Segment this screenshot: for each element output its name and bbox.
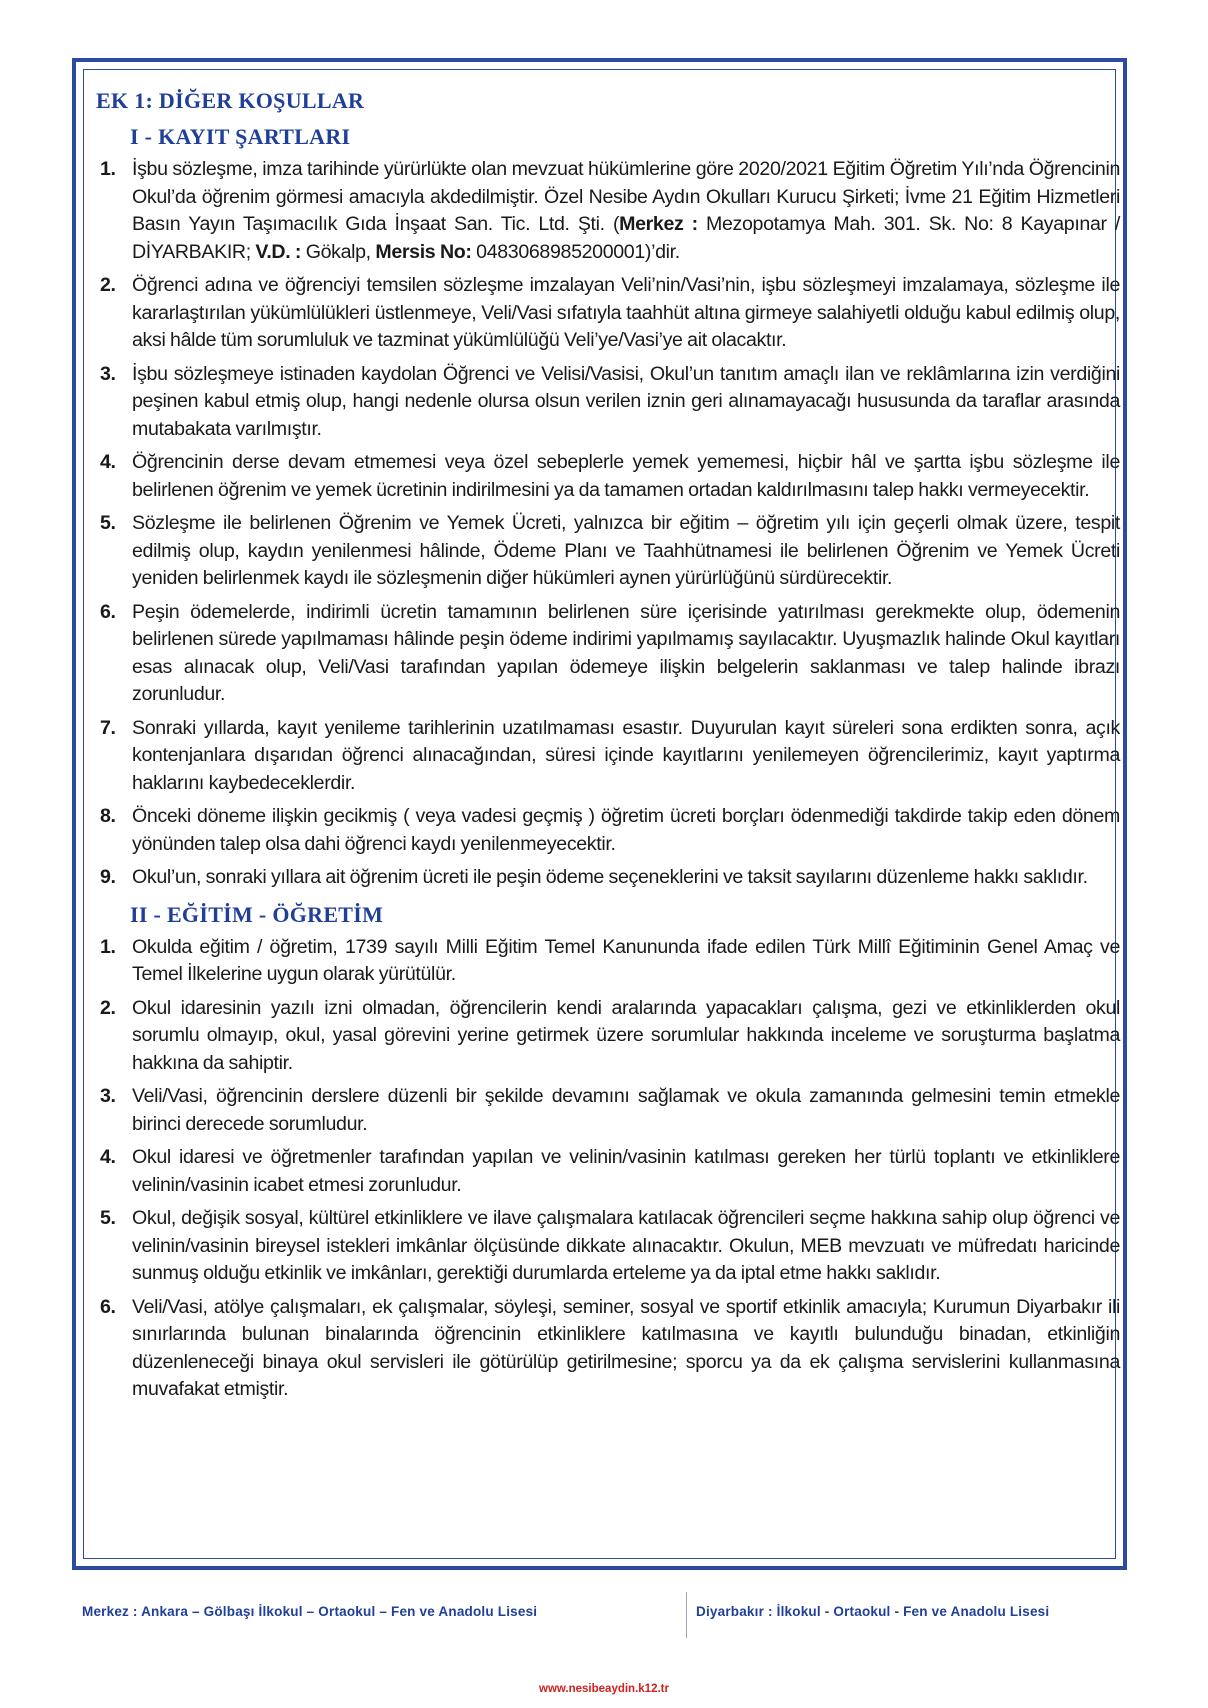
- kayit-list: [96, 156, 1120, 892]
- list-item: [96, 449, 1120, 504]
- list-item: [96, 156, 1120, 266]
- item-text: İşbu sözleşmeye istinaden kaydolan Öğrenci ve Velisi/Vasisi, Okul’un tanıtım amaçlı ilan ve reklâmlarına izin verdiğini peşinen kabul etmiş olup, hangi nedenle olursa olsun verilen iznin geri alınamayacağı hususunda da taraflar arasında mutabakata varılmıştır.: [132, 362, 1120, 440]
- list-item: [96, 510, 1120, 593]
- list-item: [96, 361, 1120, 444]
- section-title-kayit: I - KAYIT ŞARTLARI: [130, 124, 351, 149]
- list-item: [96, 864, 1120, 892]
- item-number: 4.: [100, 451, 116, 473]
- item-number: 8.: [100, 805, 116, 827]
- item-number: 7.: [100, 716, 116, 739]
- list-item: [96, 715, 1120, 798]
- list-item: [96, 599, 1120, 709]
- item-number: 9.: [100, 866, 116, 888]
- item-text: 0483068985200001)’dir.: [471, 240, 680, 263]
- item-number: 4.: [100, 1146, 116, 1168]
- website-link[interactable]: www.nesibeaydin.k12.tr: [539, 1683, 669, 1695]
- list-item: [96, 1294, 1120, 1404]
- item-text: Okul, değişik sosyal, kültürel etkinliklere ve ilave çalışmalara katılacak öğrencileri seçme hakkına sahip olup öğrenci ve velinin/vasinin bireysel istekleri imkânlar ölçüsünde dikkate alınacaktır. Okulun, MEB mevzuatı ve müfredatı haricinde sunmuş olduğu etkinlik ve imkânları, gerektiği durumlarda erteleme ya da iptal etme hakkı saklıdır.: [132, 1207, 1120, 1284]
- item-number: 1.: [100, 158, 116, 180]
- list-item: [96, 803, 1120, 858]
- item-number: 3.: [100, 1085, 116, 1107]
- section-title-egitim: II - EĞİTİM - ÖĞRETİM: [130, 901, 384, 927]
- item-text: İşbu sözleşme, imza tarihinde yürürlükte olan mevzuat hükümlerine göre 2020/2021 Eğitim Öğretim Yılı’nda Öğrencinin Okul’da öğrenim görmesi amacıyla akdedilmiştir. Özel Nesibe Aydın Okulları Kurucu Şirketi; İvme 21 Eğitim Hizmetleri Basın Yayın Taşımacılık Gıda İnşaat San. Tic. Ltd. Şti. (: [132, 158, 1120, 235]
- item-text: Okul idaresi ve öğretmenler tarafından yapılan ve velinin/vasinin katılması gereken her türlü toplantı ve etkinliklere velinin/vasinin icabet etmesi zorunludur.: [132, 1146, 1120, 1196]
- item-text: Veli/Vasi, öğrencinin derslere düzenli bir şekilde devamını sağlamak ve okula zamanında gelmesini temin etmekle birinci derecede sorumludur.: [132, 1085, 1120, 1135]
- item-number: 1.: [100, 935, 116, 958]
- item-text: Öğrencinin derse devam etmemesi veya özel sebeplerle yemek yememesi, hiçbir hâl ve şartta işbu sözleşme ile belirlenen öğrenim ve yemek ücretinin indirilmesini ya da tamamen ortadan kaldırılmasını talep hakkı vermeyecektir.: [132, 451, 1120, 501]
- item-text: Gökalp,: [301, 240, 376, 263]
- item-text: Okul idaresinin yazılı izni olmadan, öğrencilerin kendi aralarında yapacakları çalışma, gezi ve etkinliklerden okul sorumlu olmayıp, okul, yasal görevini yerine getirmek üzere sorumlular hakkında inceleme ve soruşturma başlatma hakkına da sahiptir.: [132, 996, 1120, 1074]
- list-item: [96, 272, 1120, 355]
- footer-left-text: Merkez : Ankara – Gölbaşı İlkokul – Ortaokul – Fen ve Anadolu Lisesi: [82, 1604, 538, 1619]
- item-text: Okulda eğitim / öğretim, 1739 sayılı Milli Eğitim Temel Kanununda ifade edilen Türk Millî Eğitiminin Genel Amaç ve Temel İlkelerine uygun olarak yürütülür.: [132, 935, 1120, 985]
- item-text: Mezopotamya Mah. 301. Sk. No: 8 Kayapınar / DİYARBAKIR;: [132, 213, 1120, 263]
- list-item: [96, 995, 1120, 1078]
- item-number: 2.: [100, 996, 116, 1019]
- footer: [0, 1592, 1208, 1652]
- item-text: Sözleşme ile belirlenen Öğrenim ve Yemek Ücreti, yalnızca bir eğitim – öğretim yılı için geçerli olmak üzere, tespit edilmiş olup, kaydın yenilenmesi hâlinde, Ödeme Planı ve Taahhütnamesi ile belirlenen Öğrenim ve Yemek Ücreti yeniden belirlenmek kaydı ile sözleşmenin diğer hükümleri aynen yürürlüğünü sürdürecektir.: [132, 512, 1120, 589]
- item-text: Peşin ödemelerde, indirimli ücretin tamamının belirlenen süre içerisinde yatırılması gerekmekte olup, ödemenin belirlenen sürede yapılmaması hâlinde peşin ödeme indirimi yapılmamış sayılacaktır. Uyuşmazlık halinde Okul kayıtları esas alınacak olup, Veli/Vasi tarafından yapılan ödemeye ilişkin belgelerin saklanması ve talep halinde ibrazı zorunludur.: [132, 600, 1120, 705]
- egitim-list: [96, 934, 1120, 1404]
- list-item: [96, 934, 1120, 989]
- main-title: EK 1: DİĞER KOŞULLAR: [96, 88, 365, 113]
- list-item: [96, 1144, 1120, 1199]
- item-text: Veli/Vasi, atölye çalışmaları, ek çalışmalar, söyleşi, seminer, sosyal ve sportif etkinlik amacıyla; Kurumun Diyarbakır ili sınırlarında bulunan binalarında öğrencinin etkinliklere katılmasına ve kayıtlı bulunduğu binadan, etkinliğin düzenleneceği binaya okul servisleri ile götürülüp getirilmesine; sporcu ya da ek çalışma servislerini kullanmasına muvafakat etmiştir.: [132, 1295, 1120, 1400]
- list-item: [96, 1205, 1120, 1288]
- item-number: 6.: [100, 600, 116, 623]
- list-item: [96, 1083, 1120, 1138]
- item-number: 6.: [100, 1295, 116, 1318]
- item-text: Önceki döneme ilişkin gecikmiş ( veya vadesi geçmiş ) öğretim ücreti borçları ödenmediği takdirde takip eden dönem yönünden talep olsa dahi öğrenci kaydı yenilenmeyecektir.: [132, 805, 1120, 855]
- item-text-bold: Mersis No:: [375, 240, 472, 263]
- item-text-bold: Merkez :: [619, 213, 698, 235]
- item-number: 2.: [100, 274, 116, 296]
- item-text: Okul’un, sonraki yıllara ait öğrenim ücreti ile peşin ödeme seçeneklerini ve taksit sayılarını düzenleme hakkı saklıdır.: [132, 866, 1088, 888]
- item-number: 5.: [100, 512, 116, 534]
- item-text-bold: V.D. :: [255, 240, 302, 263]
- footer-right-text: Diyarbakır : İlkokul - Ortaokul - Fen ve Anadolu Lisesi: [696, 1604, 1050, 1619]
- item-number: 5.: [100, 1207, 116, 1229]
- item-number: 3.: [100, 362, 116, 385]
- item-text: Öğrenci adına ve öğrenciyi temsilen sözleşme imzalayan Veli’nin/Vasi’nin, işbu sözleşmeyi imzalamaya, sözleşme ile kararlaştırılan yükümlülükleri üstlenmeye, Veli/Vasi sıfatıyla taahhüt altına girmeye salahiyetli olduğu kabul edilmiş olup, aksi hâlde tüm sorumluluk ve tazminat yükümlülüğü Veli’ye/Vasi’ye ait olacaktır.: [132, 274, 1120, 351]
- document-body: [96, 88, 1120, 1410]
- footer-divider: [686, 1592, 687, 1638]
- item-text: Sonraki yıllarda, kayıt yenileme tarihlerinin uzatılmaması esastır. Duyurulan kayıt süreleri sona erdikten sonra, açık kontenjanlara dışarıdan öğrenci alınacağından, süresi içinde kayıtlarını yenilemeyen öğrencilerimiz, kayıt yaptırma haklarını kaybedeceklerdir.: [132, 716, 1120, 794]
